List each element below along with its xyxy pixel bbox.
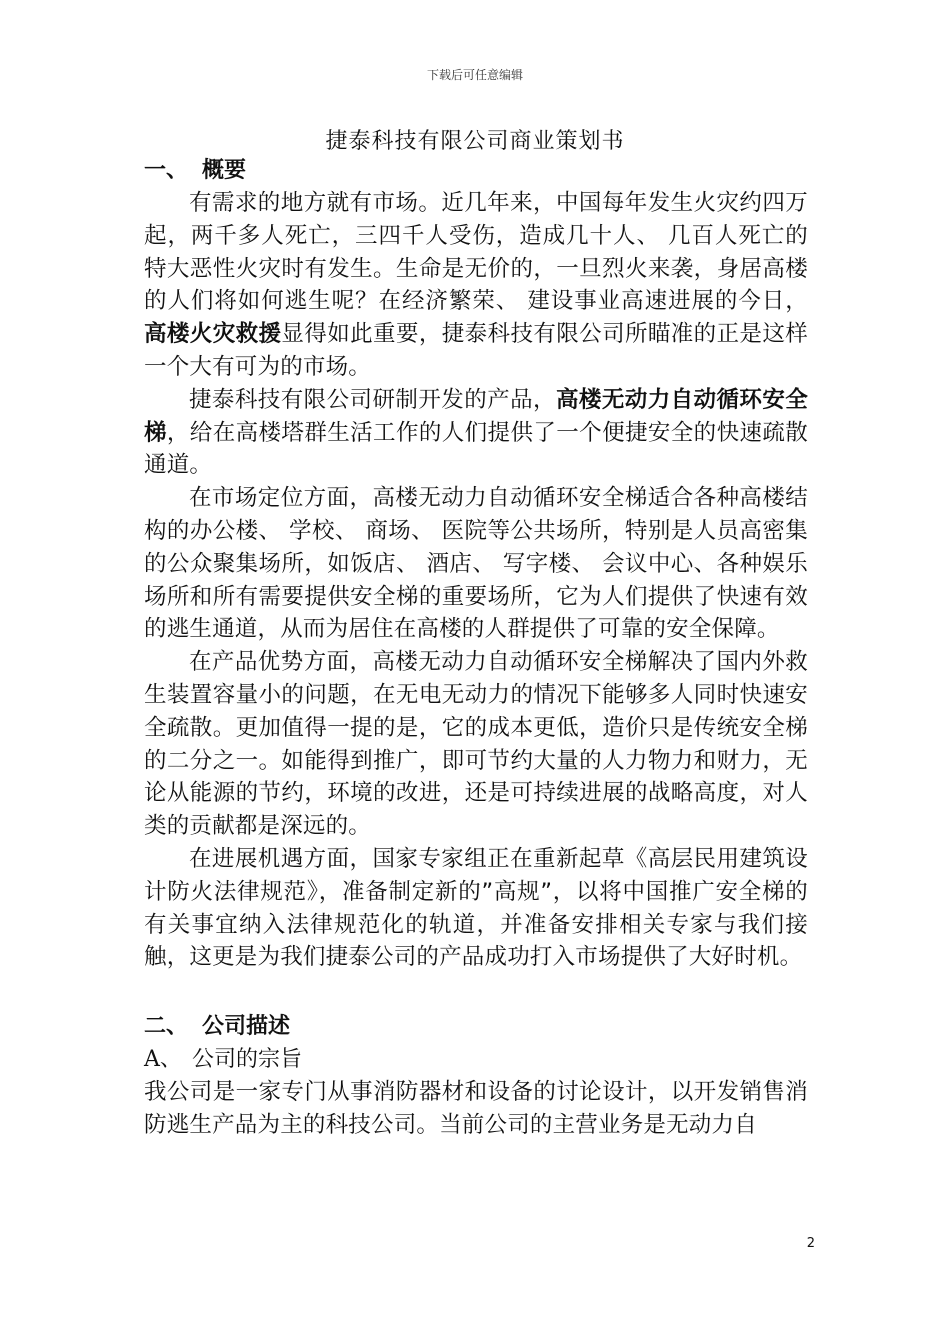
section-1-title: 概要 [202, 158, 247, 183]
paragraph: 有需求的地方就有市场。近几年来，中国每年发生火灾约四万起，两千多人死亡，三四千人受伤，造成几十人、 几百人死亡的特大恶性火灾时有发生。生命是无价的，一旦烈火来袭，身居高楼的人们将如何逃生呢？在经济繁荣、 建设事业高速进展的今日，高楼火灾救援显得如此重要，捷泰科技有限公司所瞄准的正是这样一个大有可为的市场。 [144, 190, 808, 380]
subsection-a-number: A、 [144, 1047, 182, 1073]
section-1-number: 一、 [144, 158, 189, 183]
emphasis: 高楼无动力自动循环安全梯 [144, 386, 808, 446]
section-2-title: 公司描述 [202, 1014, 291, 1040]
paragraph: 捷泰科技有限公司研制开发的产品，高楼无动力自动循环安全梯，给在高楼塔群生活工作的人们提供了一个便捷安全的快速疏散通道。 [144, 386, 808, 479]
section-2-number: 二、 [144, 1014, 189, 1040]
subsection-a-heading [144, 1043, 808, 1076]
paragraph: 在进展机遇方面，国家专家组正在重新起草《高层民用建筑设计防火法律规范》，准备制定新的”高规”，以将中国推广安全梯的有关事宜纳入法律规范化的轨道，并准备安排相关专家与我们接触，这更是为我们捷泰公司的产品成功打入市场提供了大好时机。 [144, 845, 808, 971]
document-body [144, 154, 808, 1142]
paragraph: 我公司是一家专门从事消防器材和设备的讨论设计，以开发销售消防逃生产品为主的科技公司。当前公司的主营业务是无动力自 [144, 1079, 808, 1138]
paragraph: 在产品优势方面，高楼无动力自动循环安全梯解决了国内外救生装置容量小的问题，在无电无动力的情况下能够多人同时快速安全疏散。更加值得一提的是，它的成本更低，造价只是传统安全梯的二分之一。如能得到推广，即可节约大量的人力物力和财力，无论从能源的节约，环境的改进，还是可持续进展的战略高度，对人类的贡献都是深远的。 [144, 649, 808, 840]
header-note: 下载后可任意编辑 [426, 68, 523, 82]
emphasis: 高楼火灾救援 [144, 321, 282, 348]
section-1-heading [144, 154, 808, 187]
section-2-heading [144, 1010, 808, 1043]
spacer [144, 974, 808, 1010]
page-number: 2 [806, 1236, 815, 1251]
paragraph: 在市场定位方面，高楼无动力自动循环安全梯适合各种高楼结构的办公楼、 学校、 商场、 医院等公共场所，特别是人员高密集的公众聚集场所，如饭店、 酒店、 写字楼、 会议中心、各种娱乐场所和所有需要提供安全梯的重要场所，它为人们提供了快速有效的逃生通道，从而为居住在高楼的人群提供了可靠的安全保障。 [144, 485, 808, 643]
document-title: 捷泰科技有限公司商业策划书 [325, 129, 625, 154]
subsection-a-title: 公司的宗旨 [192, 1047, 303, 1073]
